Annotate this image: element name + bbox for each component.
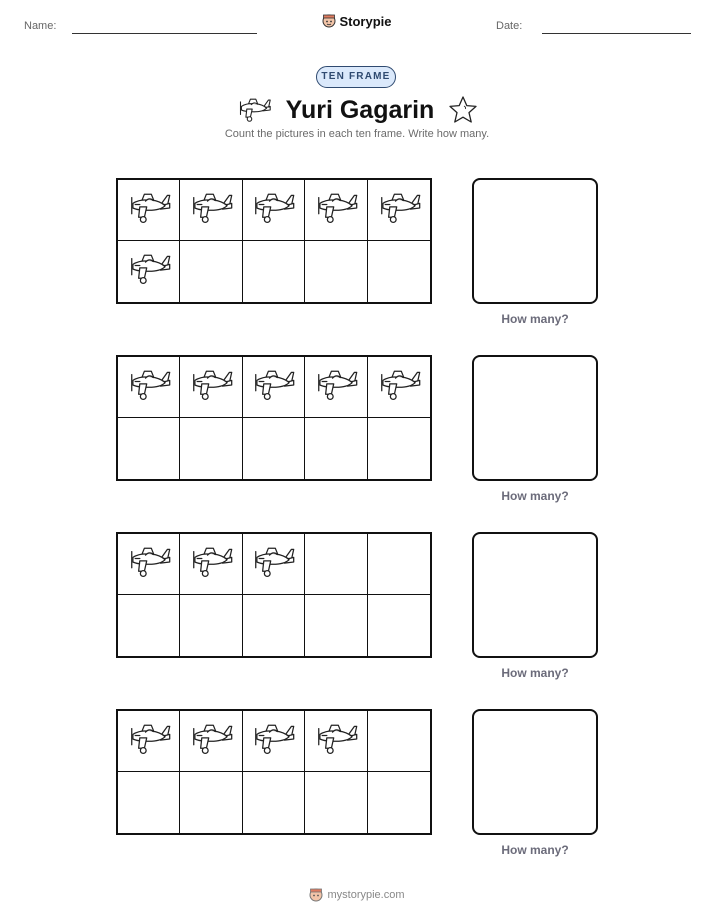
ten-frame-cell (118, 357, 180, 418)
airplane-icon (250, 191, 296, 230)
ten-frame-cell (305, 711, 367, 772)
ten-frame-cell (180, 357, 242, 418)
date-label: Date: (496, 20, 523, 32)
star-icon (448, 95, 478, 125)
ten-frame-cell (118, 241, 180, 302)
ten-frame-cell (368, 357, 430, 418)
storypie-mascot-icon (309, 887, 323, 903)
how-many-prompt: How many? (501, 312, 569, 326)
answer-box[interactable] (472, 709, 598, 835)
ten-frame-cell (368, 180, 430, 241)
answer-box[interactable] (472, 532, 598, 658)
ten-frame-cell (118, 595, 180, 656)
brand (0, 13, 714, 34)
airplane-icon (376, 191, 422, 230)
ten-frame-cell (305, 595, 367, 656)
ten-frame-cell (243, 241, 305, 302)
ten-frame-cell (118, 711, 180, 772)
ten-frame-cell (118, 180, 180, 241)
airplane-icon (188, 191, 234, 230)
airplane-icon (126, 368, 172, 407)
storypie-mascot-icon (322, 13, 336, 29)
ten-frame-cell (243, 357, 305, 418)
footer (0, 887, 714, 908)
name-label: Name: (24, 20, 57, 32)
ten-frame-cell (243, 772, 305, 833)
airplane-icon (313, 191, 359, 230)
ten-frame-cell (305, 241, 367, 302)
ten-frame-cell (368, 711, 430, 772)
ten-frame (116, 532, 432, 658)
ten-frame-badge: TEN FRAME (316, 66, 396, 88)
airplane-icon (126, 252, 172, 291)
ten-frame-cell (180, 711, 242, 772)
title-row (0, 90, 714, 130)
airplane-icon (188, 722, 234, 761)
airplane-icon (126, 722, 172, 761)
how-many-prompt: How many? (501, 843, 569, 857)
airplane-icon (313, 368, 359, 407)
ten-frame-cell (180, 241, 242, 302)
airplane-icon (188, 368, 234, 407)
ten-frame-cell (180, 180, 242, 241)
airplane-icon (250, 545, 296, 584)
ten-frame-cell (368, 418, 430, 479)
ten-frame-cell (180, 418, 242, 479)
airplane-icon (236, 97, 272, 123)
ten-frame-cell (305, 357, 367, 418)
airplane-icon (250, 722, 296, 761)
airplane-icon (250, 368, 296, 407)
date-line[interactable] (542, 33, 691, 34)
ten-frame-cell (180, 595, 242, 656)
how-many-prompt: How many? (501, 666, 569, 680)
ten-frame (116, 178, 432, 304)
brand-name: Storypie (339, 13, 392, 29)
ten-frame-cell (368, 534, 430, 595)
ten-frame-cell (305, 772, 367, 833)
ten-frame-cell (180, 772, 242, 833)
ten-frame-cell (368, 772, 430, 833)
ten-frame-cell (243, 180, 305, 241)
ten-frame-cell (180, 534, 242, 595)
ten-frame-cell (305, 180, 367, 241)
ten-frame (116, 355, 432, 481)
ten-frame-cell (243, 711, 305, 772)
ten-frame-cell (243, 595, 305, 656)
airplane-icon (126, 191, 172, 230)
ten-frame (116, 709, 432, 835)
instructions: Count the pictures in each ten frame. Write how many. (224, 128, 490, 140)
answer-box[interactable] (472, 355, 598, 481)
ten-frame-cell (118, 772, 180, 833)
footer-url: mystorypie.com (327, 889, 405, 901)
ten-frame-cell (118, 534, 180, 595)
ten-frame-cell (243, 534, 305, 595)
ten-frame-cell (368, 241, 430, 302)
page-title: Yuri Gagarin (285, 95, 435, 124)
airplane-icon (313, 722, 359, 761)
answer-box[interactable] (472, 178, 598, 304)
how-many-prompt: How many? (501, 489, 569, 503)
airplane-icon (188, 545, 234, 584)
ten-frame-cell (243, 418, 305, 479)
ten-frame-cell (368, 595, 430, 656)
ten-frame-cell (305, 418, 367, 479)
ten-frame-cell (118, 418, 180, 479)
airplane-icon (126, 545, 172, 584)
ten-frame-cell (305, 534, 367, 595)
airplane-icon (376, 368, 422, 407)
